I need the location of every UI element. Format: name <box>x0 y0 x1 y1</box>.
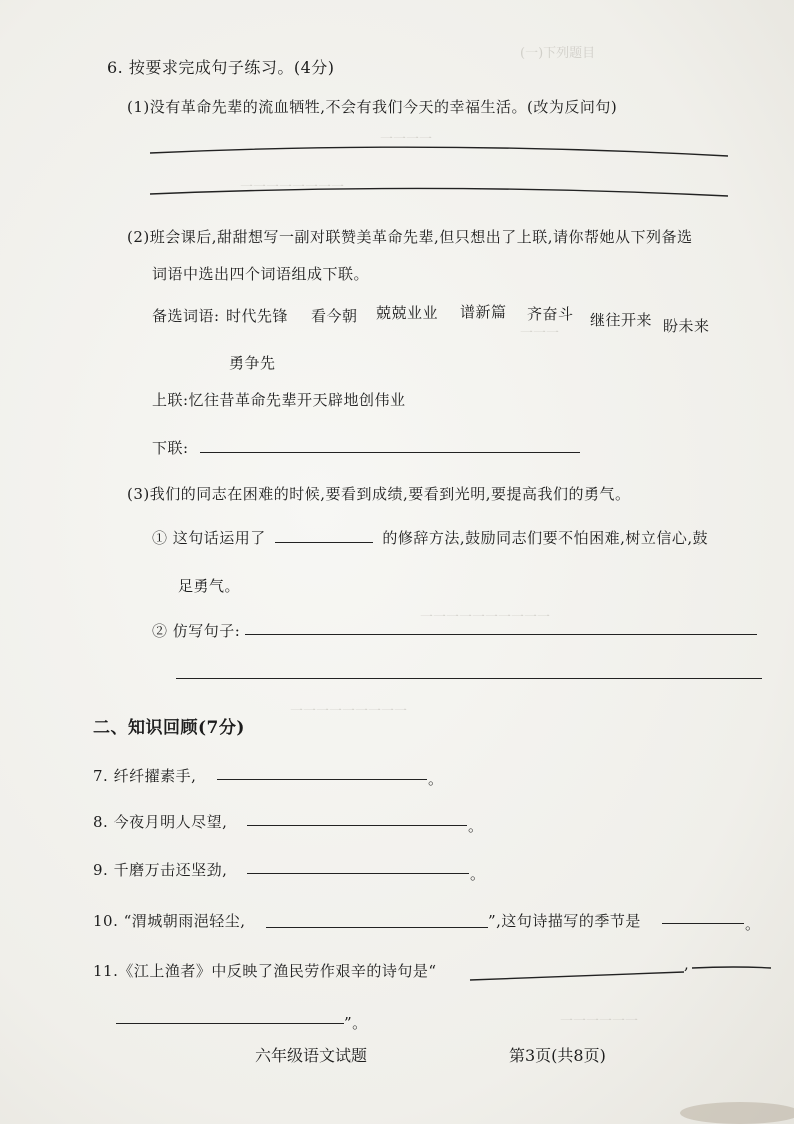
question-7-answer-line[interactable] <box>217 779 427 780</box>
imitation-answer-line-2[interactable] <box>176 678 762 679</box>
answer-line <box>692 967 771 968</box>
question-8-answer-line[interactable] <box>247 825 467 826</box>
option-word: 齐奋斗 <box>527 305 574 323</box>
bleed-through-text: 一一一一一一一一 <box>240 180 345 195</box>
answer-line <box>150 147 728 156</box>
question-10-season-blank[interactable] <box>662 923 744 924</box>
question-10-prefix: 10. “渭城朝雨浥轻尘, <box>93 912 246 930</box>
answer-lines-6-1[interactable] <box>0 100 794 320</box>
answer-lines-11[interactable] <box>0 950 794 990</box>
bleed-through-text: (一)下列题目 <box>520 46 596 61</box>
question-9-text: 9. 千磨万击还坚劲, <box>93 861 228 879</box>
lower-couplet-answer-line[interactable] <box>200 452 580 453</box>
question-11-end: ”。 <box>344 1014 368 1032</box>
question-6-2-line2: 词语中选出四个词语组成下联。 <box>152 265 370 283</box>
options-label: 备选词语: <box>152 307 220 325</box>
bleed-through-text: 一一一一一一一一一一 <box>420 610 551 625</box>
question-8-period: 。 <box>468 817 484 835</box>
rhetoric-answer-blank[interactable] <box>275 528 373 543</box>
question-7-period: 。 <box>428 770 444 788</box>
upper-couplet: 上联:忆往昔革命先辈开天辟地创伟业 <box>152 391 406 409</box>
bleed-through-text: 一一一一一一一一一 <box>290 704 408 719</box>
question-11-answer-line-2[interactable] <box>116 1023 344 1024</box>
option-word: 盼未来 <box>663 317 710 335</box>
question-10-mid: ”,这句诗描写的季节是 <box>488 912 641 930</box>
imitation-answer-line-1[interactable] <box>245 634 757 635</box>
footer-page-number: 第3页(共8页) <box>509 1046 606 1065</box>
option-word: 勇争先 <box>229 354 276 372</box>
option-word: 兢兢业业 <box>376 304 439 322</box>
sub1-suffix: 的修辞方法,鼓励同志们要不怕困难,树立信心,鼓 <box>382 529 709 547</box>
scan-smudge <box>680 1102 794 1124</box>
option-word: 谱新篇 <box>460 303 507 321</box>
question-6-title: 6. 按要求完成句子练习。(4分) <box>107 58 335 77</box>
answer-line <box>150 188 728 196</box>
question-6-3-sub1-cont: 足勇气。 <box>178 577 241 595</box>
option-word: 继往开来 <box>590 311 653 329</box>
question-7-text: 7. 纤纤擢素手, <box>93 767 197 785</box>
question-10-period: 。 <box>745 915 761 933</box>
sub1-prefix: ① 这句话运用了 <box>152 529 266 547</box>
footer-subject: 六年级语文试题 <box>255 1046 368 1065</box>
section-2-title: 二、知识回顾(7分) <box>93 718 245 738</box>
question-8-text: 8. 今夜月明人尽望, <box>93 813 228 831</box>
question-10-answer-line[interactable] <box>266 927 488 928</box>
question-6-3-sub2-label: ② 仿写句子: <box>152 622 241 640</box>
question-6-3-sub1 <box>152 527 708 548</box>
question-6-2-line1: (2)班会课后,甜甜想写一副对联赞美革命先辈,但只想出了上联,请你帮她从下列备选 <box>127 228 693 246</box>
bleed-through-text: 一一一 <box>520 326 560 341</box>
question-11-comma: , <box>684 955 690 973</box>
question-9-answer-line[interactable] <box>247 873 469 874</box>
question-11-prefix: 11.《江上渔者》中反映了渔民劳作艰辛的诗句是“ <box>93 962 437 980</box>
bleed-through-text: 一一一一 <box>380 132 433 147</box>
question-6-3-text: (3)我们的同志在困难的时候,要看到成绩,要看到光明,要提高我们的勇气。 <box>127 485 631 503</box>
question-6-1-text: (1)没有革命先辈的流血牺牲,不会有我们今天的幸福生活。(改为反问句) <box>127 98 618 116</box>
bleed-through-text: 一一一一一一 <box>560 1014 639 1029</box>
answer-line <box>470 972 684 980</box>
lower-couplet-label: 下联: <box>152 439 189 457</box>
question-9-period: 。 <box>470 865 486 883</box>
option-word: 时代先锋 <box>226 307 289 325</box>
option-word: 看今朝 <box>311 307 358 325</box>
